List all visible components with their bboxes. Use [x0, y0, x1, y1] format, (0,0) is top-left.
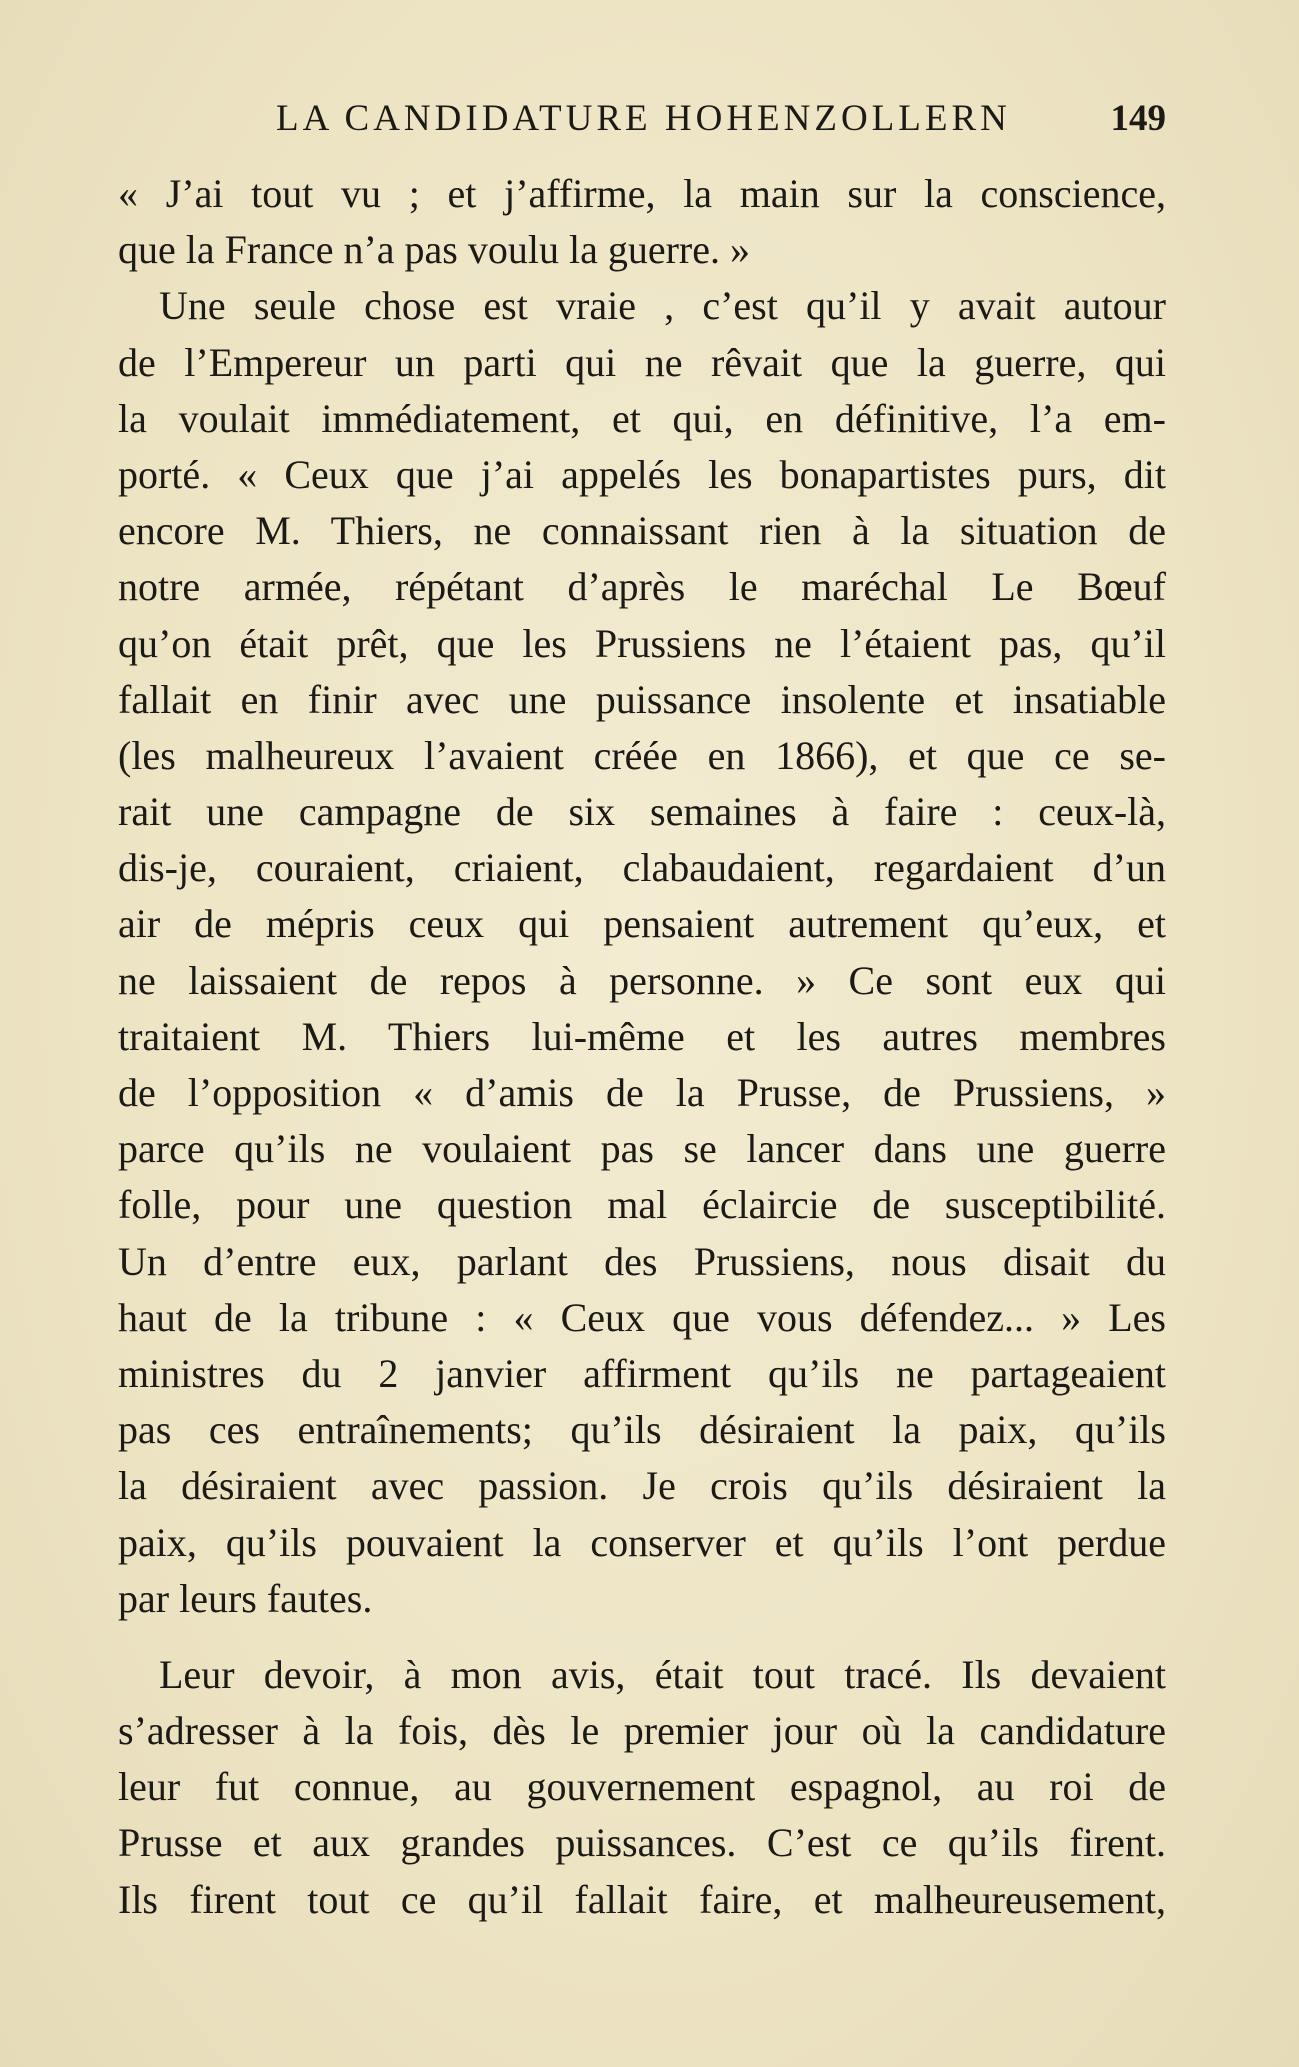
text-line: Prusse et aux grandes puissances. C’est ce qu’ils firent. — [118, 1820, 1166, 1866]
text-line: haut de la tribune : « Ceux que vous défendez... » Les — [118, 1294, 1166, 1340]
text-line: air de mépris ceux qui pensaient autrement qu’eux, et — [118, 901, 1166, 947]
text-line: ministres du 2 janvier affirment qu’ils ne partageaient — [118, 1350, 1166, 1396]
text-line: traitaient M. Thiers lui-même et les autres membres — [118, 1013, 1166, 1059]
text-line: Ils firent tout ce qu’il fallait faire, et malheureusement, — [118, 1876, 1166, 1922]
text-line: parce qu’ils ne voulaient pas se lancer dans une guerre — [118, 1126, 1166, 1172]
text-line: dis-je, couraient, criaient, clabaudaient, regardaient d’un — [118, 845, 1166, 891]
text-line: Une seule chose est vraie , c’est qu’il y avait autour — [159, 283, 1166, 329]
text-line: « J’ai tout vu ; et j’affirme, la main sur la conscience, — [118, 171, 1166, 216]
text-line: que la France n’a pas voulu la guerre. » — [118, 227, 750, 273]
text-line: de l’Empereur un parti qui ne rêvait que la guerre, qui — [118, 339, 1166, 385]
text-line: Un d’entre eux, parlant des Prussiens, nous disait du — [118, 1238, 1166, 1284]
text-line: s’adresser à la fois, dès le premier jour où la candidature — [118, 1708, 1166, 1754]
text-line: par leurs fautes. — [118, 1575, 373, 1621]
body-text — [118, 166, 1166, 1928]
text-line: leur fut connue, au gouvernement espagnol, au roi de — [118, 1764, 1166, 1810]
text-line: Leur devoir, à mon avis, était tout tracé. Ils devaient — [159, 1651, 1166, 1697]
text-line: qu’on était prêt, que les Prussiens ne l’étaient pas, qu’il — [118, 620, 1166, 666]
text-line: rait une campagne de six semaines à faire : ceux-là, — [118, 789, 1166, 835]
text-line: la désiraient avec passion. Je crois qu’ils désiraient la — [118, 1463, 1166, 1509]
paragraph-2 — [118, 278, 1166, 1627]
paragraph-1 — [118, 166, 1166, 278]
running-head: LA CANDIDATURE HOHENZOLLERN — [276, 98, 1011, 139]
text-line: fallait en finir avec une puissance insolente et insatiable — [118, 676, 1166, 722]
text-line: (les malheureux l’avaient créée en 1866), et que ce se- — [118, 732, 1166, 778]
text-line: de l’opposition « d’amis de la Prusse, de Prussiens, » — [118, 1070, 1166, 1115]
text-line: notre armée, répétant d’après le maréchal Le Bœuf — [118, 564, 1166, 610]
text-line: ne laissaient de repos à personne. » Ce sont eux qui — [118, 957, 1166, 1003]
text-line: pas ces entraînements; qu’ils désiraient la paix, qu’ils — [118, 1407, 1166, 1453]
text-line: folle, pour une question mal éclaircie de susceptibilité. — [118, 1182, 1166, 1228]
text-line: la voulait immédiatement, et qui, en définitive, l’a em- — [118, 395, 1166, 441]
text-line: paix, qu’ils pouvaient la conserver et qu’ils l’ont perdue — [118, 1519, 1166, 1565]
text-line: encore M. Thiers, ne connaissant rien à la situation de — [118, 508, 1166, 554]
paragraph-gap — [118, 1627, 1166, 1647]
text-line: porté. « Ceux que j’ai appelés les bonapartistes purs, dit — [118, 451, 1166, 497]
page-number: 149 — [1110, 98, 1166, 139]
paragraph-3 — [118, 1647, 1166, 1928]
page-header — [118, 94, 1166, 144]
